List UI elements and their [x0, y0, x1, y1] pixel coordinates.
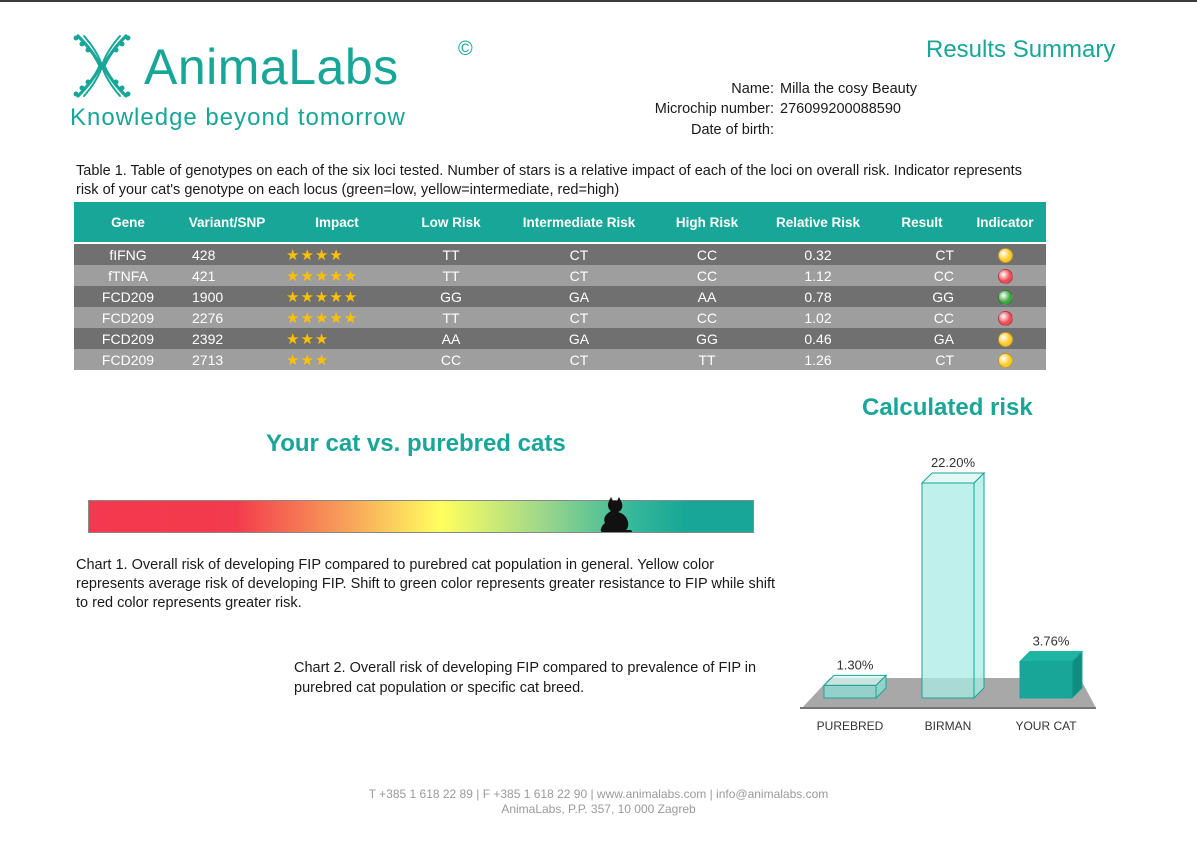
impact-stars: ★★★★★	[272, 307, 402, 328]
impact-stars: ★★★	[272, 349, 402, 370]
gene-cell: fIFNG	[74, 243, 182, 265]
bar-value-label: 1.30%	[836, 657, 874, 673]
indicator-cell	[964, 243, 1046, 265]
category-label: YOUR CAT	[1015, 719, 1077, 733]
dob-label: Date of birth:	[690, 122, 774, 138]
intermediate-risk-cell: CT	[500, 307, 658, 328]
intermediate-risk-cell: CT	[500, 349, 658, 370]
chart1-caption: Chart 1. Overall risk of developing FIP compared to purebred cat population in general. Yellow color represents average risk of developing FIP. Shift to green color represents greater resistance to FIP while shift to red color represents greater risk.	[76, 557, 776, 611]
top-border	[0, 0, 1197, 2]
low-risk-cell: GG	[402, 286, 500, 307]
impact-stars: ★★★	[272, 328, 402, 349]
impact-stars: ★★★★★	[272, 265, 402, 286]
high-risk-cell: GG	[658, 328, 756, 349]
table-row	[74, 265, 1046, 286]
brand-tagline: Knowledge beyond tomorrow	[70, 104, 406, 131]
indicator-cell	[964, 286, 1046, 307]
column-header: High Risk	[658, 202, 756, 243]
risk-gradient-bar	[88, 500, 754, 533]
genotype-table	[74, 202, 1046, 370]
snp-cell: 1900	[182, 286, 272, 307]
bar-value-label: 3.76%	[1032, 633, 1070, 649]
result-cell: GG	[880, 286, 964, 307]
copyright-mark: ©	[458, 38, 473, 60]
snp-cell: 421	[182, 265, 272, 286]
chart2-caption: Chart 2. Overall risk of developing FIP compared to prevalence of FIP in purebred cat population or specific cat breed.	[294, 660, 757, 696]
low-risk-cell: CC	[402, 349, 500, 370]
high-risk-cell: CC	[658, 243, 756, 265]
low-risk-cell: TT	[402, 307, 500, 328]
relative-risk-cell: 0.32	[756, 243, 880, 265]
high-risk-cell: CC	[658, 265, 756, 286]
column-header: Indicator	[964, 202, 1046, 243]
gene-cell: fTNFA	[74, 265, 182, 286]
table-row	[74, 307, 1046, 328]
bar-side	[974, 473, 984, 698]
snp-cell: 428	[182, 243, 272, 265]
gene-cell: FCD209	[74, 286, 182, 307]
animalabs-logo	[70, 30, 490, 135]
indicator-dot-icon	[998, 332, 1013, 347]
indicator-cell	[964, 349, 1046, 370]
snp-cell: 2713	[182, 349, 272, 370]
result-cell: CT	[880, 243, 964, 265]
impact-stars: ★★★★★	[272, 286, 402, 307]
indicator-dot-icon	[998, 311, 1013, 326]
result-cell: CC	[880, 307, 964, 328]
relative-risk-cell: 0.46	[756, 328, 880, 349]
bar-top	[824, 675, 886, 685]
calculated-risk-chart	[790, 440, 1110, 750]
intermediate-risk-cell: CT	[500, 243, 658, 265]
table-row	[74, 286, 1046, 307]
high-risk-cell: CC	[658, 307, 756, 328]
column-header: Result	[880, 202, 964, 243]
column-header: Impact	[272, 202, 402, 243]
result-cell: CC	[880, 265, 964, 286]
low-risk-cell: TT	[402, 265, 500, 286]
brand-name: AnimaLabs	[144, 39, 399, 95]
bar-top	[1020, 652, 1082, 662]
snp-cell: 2392	[182, 328, 272, 349]
name-value: Milla the cosy Beauty	[780, 81, 918, 97]
relative-risk-cell: 1.12	[756, 265, 880, 286]
intermediate-risk-cell: CT	[500, 265, 658, 286]
footer-contact: T +385 1 618 22 89 | F +385 1 618 22 90 | www.animalabs.com | info@animalabs.com	[368, 787, 829, 801]
indicator-dot-icon	[998, 248, 1013, 263]
indicator-cell	[964, 328, 1046, 349]
gene-cell: FCD209	[74, 307, 182, 328]
bar	[824, 685, 876, 698]
table-row	[74, 328, 1046, 349]
relative-risk-cell: 1.26	[756, 349, 880, 370]
table-caption: Table 1. Table of genotypes on each of the six loci tested. Number of stars is a relative impact of each of the loci on overall risk. Indicator represents risk of your cat's genotype on each locus (green=low, yellow=intermediate, red=high)	[76, 163, 1022, 198]
result-cell: CT	[880, 349, 964, 370]
intermediate-risk-cell: GA	[500, 286, 658, 307]
low-risk-cell: AA	[402, 328, 500, 349]
indicator-dot-icon	[998, 290, 1013, 305]
page-title: Results Summary	[926, 36, 1116, 63]
column-header: Low Risk	[402, 202, 500, 243]
table-row	[74, 349, 1046, 370]
bar	[922, 483, 974, 698]
name-label: Name:	[731, 81, 774, 97]
relative-risk-cell: 1.02	[756, 307, 880, 328]
snp-cell: 2276	[182, 307, 272, 328]
category-label: BIRMAN	[924, 719, 972, 733]
microchip-value: 276099200088590	[780, 101, 901, 117]
high-risk-cell: TT	[658, 349, 756, 370]
high-risk-cell: AA	[658, 286, 756, 307]
result-cell: GA	[880, 328, 964, 349]
bar	[1020, 662, 1072, 698]
dna-chromosome-icon	[70, 32, 134, 100]
indicator-dot-icon	[998, 353, 1013, 368]
bar-top	[922, 473, 984, 483]
bar-value-label: 22.20%	[930, 455, 976, 470]
indicator-cell	[964, 307, 1046, 328]
footer-address: AnimaLabs, P.P. 357, 10 000 Zagreb	[501, 802, 696, 816]
gene-cell: FCD209	[74, 349, 182, 370]
low-risk-cell: TT	[402, 243, 500, 265]
column-header: Relative Risk	[756, 202, 880, 243]
intermediate-risk-cell: GA	[500, 328, 658, 349]
cat-icon	[599, 497, 633, 533]
category-label: PUREBRED	[816, 719, 884, 733]
column-header: Variant/SNP	[182, 202, 272, 243]
column-header: Intermediate Risk	[500, 202, 658, 243]
table-header-row	[74, 202, 1046, 243]
column-header: Gene	[74, 202, 182, 243]
table-row	[74, 243, 1046, 265]
relative-risk-cell: 0.78	[756, 286, 880, 307]
indicator-dot-icon	[998, 269, 1013, 284]
comparison-title: Your cat vs. purebred cats	[266, 430, 566, 457]
gene-cell: FCD209	[74, 328, 182, 349]
calculated-risk-title: Calculated risk	[862, 394, 1033, 421]
microchip-label: Microchip number:	[654, 101, 774, 117]
impact-stars: ★★★★	[272, 243, 402, 265]
indicator-cell	[964, 265, 1046, 286]
